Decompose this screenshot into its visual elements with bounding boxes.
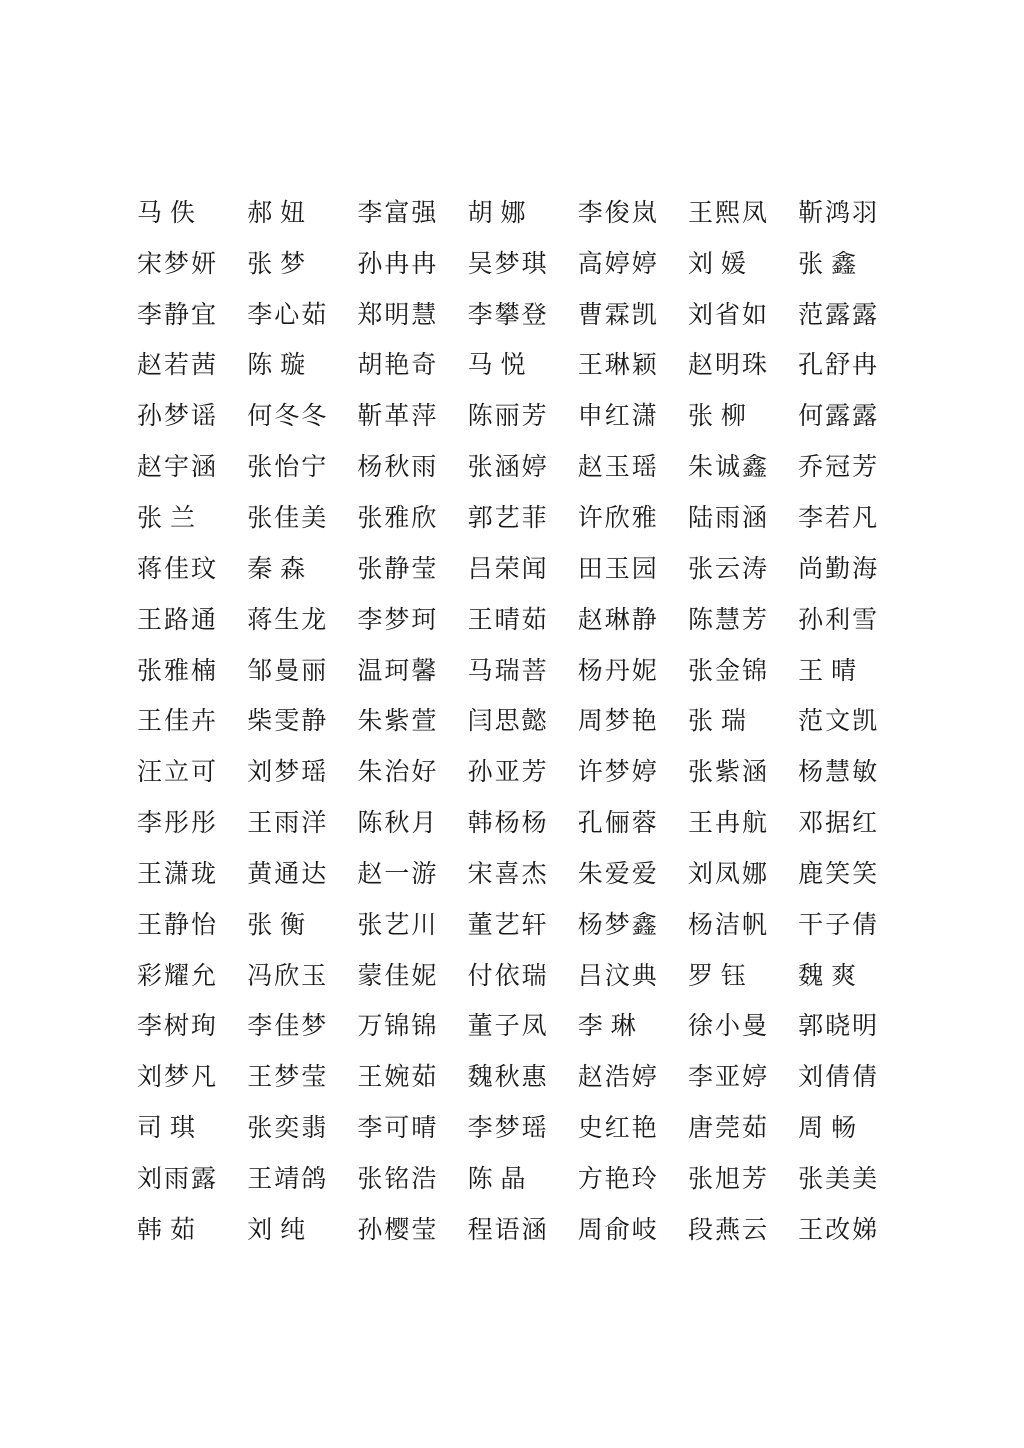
name-text: 张美美 <box>798 1163 880 1193</box>
name-text: 张金锦 <box>687 655 769 685</box>
name-text: 徐小曼 <box>687 1011 769 1041</box>
name-cell <box>137 899 247 950</box>
name-cell <box>247 848 357 899</box>
name-text: 吴梦琪 <box>467 248 549 278</box>
name-cell <box>137 1051 247 1102</box>
name-text: 鹿笑笑 <box>798 858 880 888</box>
name-cell <box>357 797 467 848</box>
name-cell <box>798 543 908 594</box>
name-cell <box>468 289 578 340</box>
name-text: 马 悦 <box>467 350 526 380</box>
name-cell <box>137 492 247 543</box>
name-cell <box>798 441 908 492</box>
name-text: 韩 茹 <box>137 1214 195 1244</box>
name-cell <box>357 1102 467 1153</box>
name-text: 董艺轩 <box>467 909 549 939</box>
name-cell <box>578 1001 688 1052</box>
name-cell <box>578 289 688 340</box>
name-text: 张紫涵 <box>687 757 769 787</box>
name-text: 胡艳奇 <box>357 350 439 380</box>
name-text: 李俊岚 <box>577 197 659 227</box>
name-text: 王潇珑 <box>137 858 219 888</box>
name-cell <box>578 1102 688 1153</box>
name-text: 冯欣玉 <box>247 960 329 990</box>
name-cell <box>247 289 357 340</box>
name-cell <box>578 187 688 238</box>
name-cell <box>247 797 357 848</box>
name-text: 王佳卉 <box>137 706 219 736</box>
name-text: 张艺川 <box>357 909 439 939</box>
name-text: 魏 爽 <box>798 960 857 990</box>
name-text: 宋梦妍 <box>137 248 219 278</box>
name-cell <box>688 492 798 543</box>
name-text: 孙冉冉 <box>357 248 439 278</box>
name-cell <box>137 645 247 696</box>
name-cell <box>468 1204 578 1255</box>
name-text: 董子凤 <box>467 1011 549 1041</box>
name-cell <box>688 899 798 950</box>
name-cell <box>247 746 357 797</box>
name-cell <box>578 238 688 289</box>
name-cell <box>798 1102 908 1153</box>
name-cell <box>247 950 357 1001</box>
name-cell <box>247 645 357 696</box>
name-text: 蒙佳妮 <box>357 960 439 990</box>
name-text: 李攀登 <box>467 299 549 329</box>
name-text: 何露露 <box>798 401 880 431</box>
name-cell <box>578 340 688 391</box>
name-cell <box>688 187 798 238</box>
name-cell <box>357 390 467 441</box>
name-cell <box>688 594 798 645</box>
name-cell <box>468 1051 578 1102</box>
name-cell <box>578 492 688 543</box>
name-cell <box>137 340 247 391</box>
name-cell <box>357 594 467 645</box>
name-text: 赵琳静 <box>577 604 659 634</box>
name-text: 孔舒冉 <box>798 350 880 380</box>
name-cell <box>357 1204 467 1255</box>
name-text: 孔俪蓉 <box>577 808 659 838</box>
name-cell <box>137 238 247 289</box>
name-text: 高婷婷 <box>577 248 659 278</box>
name-text: 汪立可 <box>137 757 219 787</box>
name-cell <box>798 238 908 289</box>
name-cell <box>247 492 357 543</box>
name-cell <box>798 950 908 1001</box>
name-text: 赵浩婷 <box>577 1062 659 1092</box>
name-cell <box>137 594 247 645</box>
name-cell <box>468 390 578 441</box>
name-text: 李可晴 <box>357 1113 439 1143</box>
name-text: 王婉茹 <box>357 1062 439 1092</box>
name-cell <box>137 695 247 746</box>
name-cell <box>247 1051 357 1102</box>
name-cell <box>688 543 798 594</box>
name-cell <box>688 340 798 391</box>
name-text: 李梦瑶 <box>467 1113 549 1143</box>
name-cell <box>468 543 578 594</box>
name-text: 宋喜杰 <box>467 858 549 888</box>
name-text: 张铭浩 <box>357 1163 439 1193</box>
name-text: 赵宇涵 <box>137 452 219 482</box>
name-cell <box>688 1051 798 1102</box>
name-cell <box>688 1102 798 1153</box>
name-text: 王路通 <box>137 604 219 634</box>
name-cell <box>357 441 467 492</box>
name-cell <box>357 492 467 543</box>
name-text: 张雅楠 <box>137 655 219 685</box>
name-cell <box>468 594 578 645</box>
name-text: 曹霖凯 <box>577 299 659 329</box>
name-text: 陈丽芳 <box>467 401 549 431</box>
name-cell <box>798 848 908 899</box>
name-cell <box>357 695 467 746</box>
name-text: 张 瑞 <box>687 706 746 736</box>
name-text: 陈 璇 <box>247 350 306 380</box>
name-cell <box>137 797 247 848</box>
name-cell <box>578 695 688 746</box>
name-text: 刘凤娜 <box>687 858 769 888</box>
name-cell <box>357 340 467 391</box>
name-text: 王改娣 <box>798 1214 880 1244</box>
name-cell <box>798 746 908 797</box>
name-cell <box>247 187 357 238</box>
name-cell <box>468 848 578 899</box>
name-cell <box>247 1204 357 1255</box>
name-cell <box>137 950 247 1001</box>
name-text: 张 梦 <box>247 248 306 278</box>
name-text: 干子倩 <box>798 909 880 939</box>
name-text: 唐莞茹 <box>687 1113 769 1143</box>
name-text: 陈慧芳 <box>687 604 769 634</box>
name-cell <box>468 797 578 848</box>
name-cell <box>688 390 798 441</box>
name-text: 王晴茹 <box>467 604 549 634</box>
name-cell <box>357 899 467 950</box>
name-text: 黄通达 <box>247 858 329 888</box>
name-cell <box>247 1153 357 1204</box>
name-text: 秦 森 <box>247 553 306 583</box>
name-cell <box>357 238 467 289</box>
name-text: 王熙凤 <box>687 197 769 227</box>
name-cell <box>468 645 578 696</box>
name-text: 孙樱莹 <box>357 1214 439 1244</box>
name-text: 郭艺菲 <box>467 502 549 532</box>
name-text: 王梦莹 <box>247 1062 329 1092</box>
name-text: 刘 媛 <box>687 248 746 278</box>
name-text: 罗 钰 <box>687 960 746 990</box>
name-cell <box>798 797 908 848</box>
name-text: 马瑞菩 <box>467 655 549 685</box>
name-cell <box>468 340 578 391</box>
name-text: 吕汶典 <box>577 960 659 990</box>
name-cell <box>798 187 908 238</box>
name-cell <box>468 695 578 746</box>
name-cell <box>688 848 798 899</box>
name-cell <box>137 390 247 441</box>
name-text: 李彤彤 <box>137 808 219 838</box>
name-text: 赵玉瑶 <box>577 452 659 482</box>
name-text: 王静怡 <box>137 909 219 939</box>
name-text: 张 兰 <box>137 502 195 532</box>
name-text: 何冬冬 <box>247 401 329 431</box>
name-text: 杨洁帆 <box>687 909 769 939</box>
name-text: 张涵婷 <box>467 452 549 482</box>
name-text: 赵一游 <box>357 858 439 888</box>
name-cell <box>468 1102 578 1153</box>
name-list-grid <box>137 187 908 1255</box>
name-cell <box>137 746 247 797</box>
name-text: 郑明慧 <box>357 299 439 329</box>
name-text: 朱爱爱 <box>577 858 659 888</box>
name-text: 孙亚芳 <box>467 757 549 787</box>
name-text: 郭晓明 <box>798 1011 880 1041</box>
name-text: 李若凡 <box>798 502 880 532</box>
name-cell <box>578 441 688 492</box>
name-text: 邹曼丽 <box>247 655 329 685</box>
name-text: 张 衡 <box>247 909 306 939</box>
name-cell <box>468 441 578 492</box>
name-text: 王 晴 <box>798 655 857 685</box>
name-text: 陆雨涵 <box>687 502 769 532</box>
name-cell <box>688 797 798 848</box>
name-cell <box>578 899 688 950</box>
name-cell <box>247 340 357 391</box>
name-cell <box>468 899 578 950</box>
name-text: 靳革萍 <box>357 401 439 431</box>
name-cell <box>247 1001 357 1052</box>
name-text: 刘雨露 <box>137 1163 219 1193</box>
name-cell <box>468 1001 578 1052</box>
name-cell <box>247 695 357 746</box>
name-cell <box>137 187 247 238</box>
name-cell <box>357 746 467 797</box>
name-text: 王冉航 <box>687 808 769 838</box>
name-text: 李静宜 <box>137 299 219 329</box>
name-cell <box>798 1204 908 1255</box>
name-cell <box>688 695 798 746</box>
name-text: 蒋佳玟 <box>137 553 219 583</box>
name-text: 赵明珠 <box>687 350 769 380</box>
name-cell <box>578 746 688 797</box>
name-text: 许梦婷 <box>577 757 659 787</box>
name-text: 王靖鸽 <box>247 1163 329 1193</box>
name-cell <box>688 645 798 696</box>
name-cell <box>247 390 357 441</box>
name-cell <box>137 289 247 340</box>
name-cell <box>357 1051 467 1102</box>
name-cell <box>468 950 578 1001</box>
name-cell <box>468 187 578 238</box>
name-cell <box>798 340 908 391</box>
name-text: 马 佚 <box>137 197 195 227</box>
name-cell <box>578 645 688 696</box>
name-text: 张怡宁 <box>247 452 329 482</box>
name-text: 张雅欣 <box>357 502 439 532</box>
name-cell <box>688 746 798 797</box>
name-text: 邓据红 <box>798 808 880 838</box>
name-text: 郝 妞 <box>247 197 306 227</box>
name-text: 陈秋月 <box>357 808 439 838</box>
name-cell <box>578 797 688 848</box>
name-cell <box>688 1001 798 1052</box>
name-cell <box>137 543 247 594</box>
name-cell <box>247 594 357 645</box>
name-cell <box>137 1153 247 1204</box>
name-text: 杨秋雨 <box>357 452 439 482</box>
name-cell <box>578 1051 688 1102</box>
name-cell <box>798 1001 908 1052</box>
name-text: 李 琳 <box>577 1011 636 1041</box>
name-cell <box>357 848 467 899</box>
name-text: 段燕云 <box>687 1214 769 1244</box>
name-text: 李佳梦 <box>247 1011 329 1041</box>
name-cell <box>247 441 357 492</box>
name-text: 李富强 <box>357 197 439 227</box>
name-text: 方艳玲 <box>577 1163 659 1193</box>
name-cell <box>798 289 908 340</box>
name-cell <box>798 1153 908 1204</box>
name-cell <box>357 645 467 696</box>
name-text: 乔冠芳 <box>798 452 880 482</box>
name-cell <box>798 594 908 645</box>
name-text: 吕荣闻 <box>467 553 549 583</box>
name-text: 范文凯 <box>798 706 880 736</box>
name-cell <box>798 1051 908 1102</box>
name-cell <box>357 187 467 238</box>
name-text: 司 琪 <box>137 1113 195 1143</box>
name-text: 申红潇 <box>577 401 659 431</box>
name-cell <box>137 1102 247 1153</box>
name-text: 周梦艳 <box>577 706 659 736</box>
name-cell <box>688 1153 798 1204</box>
name-cell <box>247 238 357 289</box>
name-text: 李树珣 <box>137 1011 219 1041</box>
name-text: 刘省如 <box>687 299 769 329</box>
name-text: 王雨洋 <box>247 808 329 838</box>
name-text: 刘梦瑶 <box>247 757 329 787</box>
name-text: 周俞岐 <box>577 1214 659 1244</box>
name-cell <box>357 289 467 340</box>
name-text: 朱治好 <box>357 757 439 787</box>
name-cell <box>468 238 578 289</box>
name-cell <box>578 950 688 1001</box>
name-cell <box>247 899 357 950</box>
name-text: 张奕翡 <box>247 1113 329 1143</box>
name-text: 赵若茜 <box>137 350 219 380</box>
name-cell <box>357 1153 467 1204</box>
name-text: 朱诚鑫 <box>687 452 769 482</box>
name-text: 史红艳 <box>577 1113 659 1143</box>
name-cell <box>798 645 908 696</box>
name-cell <box>247 543 357 594</box>
name-cell <box>468 492 578 543</box>
name-cell <box>357 1001 467 1052</box>
name-cell <box>137 441 247 492</box>
name-cell <box>137 1001 247 1052</box>
name-cell <box>578 594 688 645</box>
name-text: 程语涵 <box>467 1214 549 1244</box>
name-cell <box>578 1153 688 1204</box>
name-text: 万锦锦 <box>357 1011 439 1041</box>
name-cell <box>798 695 908 746</box>
name-cell <box>578 848 688 899</box>
name-cell <box>137 1204 247 1255</box>
name-text: 朱紫萱 <box>357 706 439 736</box>
name-cell <box>798 899 908 950</box>
name-text: 李亚婷 <box>687 1062 769 1092</box>
name-text: 许欣雅 <box>577 502 659 532</box>
name-text: 柴雯静 <box>247 706 329 736</box>
name-cell <box>798 492 908 543</box>
name-text: 陈 晶 <box>467 1163 526 1193</box>
name-text: 孙利雪 <box>798 604 880 634</box>
name-text: 杨丹妮 <box>577 655 659 685</box>
name-text: 张 鑫 <box>798 248 857 278</box>
name-text: 张佳美 <box>247 502 329 532</box>
name-text: 孙梦谣 <box>137 401 219 431</box>
name-cell <box>578 1204 688 1255</box>
name-text: 刘 纯 <box>247 1214 306 1244</box>
name-text: 杨慧敏 <box>798 757 880 787</box>
name-cell <box>578 390 688 441</box>
name-text: 付依瑞 <box>467 960 549 990</box>
name-cell <box>688 441 798 492</box>
name-cell <box>578 543 688 594</box>
name-text: 彩耀允 <box>137 960 219 990</box>
name-text: 尚勤海 <box>798 553 880 583</box>
name-cell <box>468 746 578 797</box>
name-text: 王琳颖 <box>577 350 659 380</box>
name-text: 蒋生龙 <box>247 604 329 634</box>
name-text: 杨梦鑫 <box>577 909 659 939</box>
name-text: 张旭芳 <box>687 1163 769 1193</box>
name-text: 温珂馨 <box>357 655 439 685</box>
name-cell <box>688 289 798 340</box>
name-cell <box>468 1153 578 1204</box>
name-cell <box>247 1102 357 1153</box>
name-text: 周 畅 <box>798 1113 857 1143</box>
name-cell <box>688 1204 798 1255</box>
name-cell <box>357 950 467 1001</box>
name-cell <box>798 390 908 441</box>
name-cell <box>137 848 247 899</box>
name-text: 胡 娜 <box>467 197 526 227</box>
name-text: 范露露 <box>798 299 880 329</box>
name-text: 李梦珂 <box>357 604 439 634</box>
name-text: 韩杨杨 <box>467 808 549 838</box>
name-text: 靳鸿羽 <box>798 197 880 227</box>
name-text: 张 柳 <box>687 401 746 431</box>
name-text: 李心茹 <box>247 299 329 329</box>
name-text: 魏秋惠 <box>467 1062 549 1092</box>
name-text: 刘梦凡 <box>137 1062 219 1092</box>
name-text: 闫思懿 <box>467 706 549 736</box>
name-text: 张静莹 <box>357 553 439 583</box>
name-cell <box>688 950 798 1001</box>
name-cell <box>688 238 798 289</box>
name-text: 张云涛 <box>687 553 769 583</box>
name-text: 刘倩倩 <box>798 1062 880 1092</box>
name-cell <box>357 543 467 594</box>
name-text: 田玉园 <box>577 553 659 583</box>
